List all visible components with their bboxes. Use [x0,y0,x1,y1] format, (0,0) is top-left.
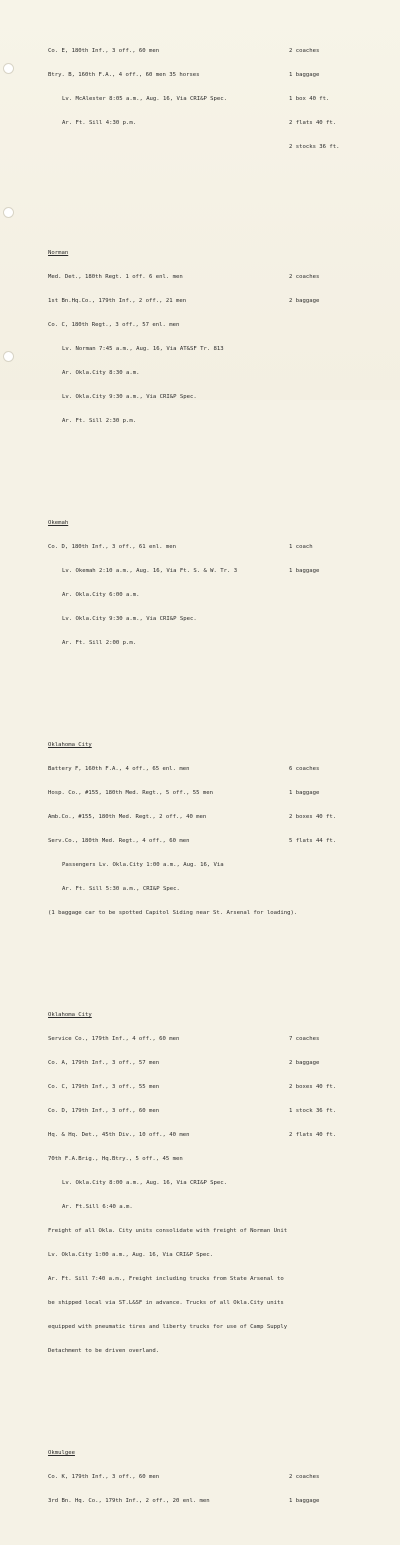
section-norman [0,233,400,441]
entry-line: 70th F.A.Brig., Hq.Btry., 5 off., 45 men [48,1156,183,1162]
entry-line: Co. D, 180th Inf., 3 off., 61 enl. men 1 coach [48,544,313,550]
entry-line: Lv. Okemah 2:10 a.m., Aug. 16, Via Ft. S. & W. Tr. 3 1 baggage [62,568,320,574]
entry-line: Service Co., 179th Inf., 4 off., 60 men 7 coaches [48,1036,320,1042]
entry-line: Battery F, 160th F.A., 4 off., 65 enl. men 6 coaches [48,766,320,772]
entry-line: Serv.Co., 180th Med. Regt., 4 off., 60 men 5 flats 44 ft. [48,838,337,844]
entry-line: Ar. Ft. Sill 2:00 p.m. [62,640,137,646]
entry-line: Ar. Ft. Sill 4:30 p.m. 2 flats 40 ft. [62,120,337,126]
entry-line: Co. D, 179th Inf., 3 off., 60 men 1 stock 36 ft. [48,1108,337,1114]
entry-line: Ar. Okla.City 6:00 a.m. [62,592,140,598]
entry-line: Detachment to be driven overland. [48,1348,160,1354]
section-okmulgee [0,1433,400,1521]
section-header: Okmulgee [48,1450,75,1456]
entry-line: Med. Det., 180th Regt. 1 off. 6 enl. men 2 coaches [48,274,320,280]
entry-line: Ar. Ft. Sill 2:30 p.m. [62,418,137,424]
entry-line: Hosp. Co., #155, 180th Med. Regt., 5 off., 55 men 1 baggage [48,790,320,796]
entry-line: Co. K, 179th Inf., 3 off., 60 men 2 coaches [48,1474,320,1480]
section-header: Oklahoma City [48,1012,92,1018]
entry-line: Lv. Okla.City 9:30 a.m., Via CRI&P Spec. [62,394,197,400]
entry-line: Lv. Okla.City 1:00 a.m., Aug. 16, Via CRI&P Spec. [48,1252,214,1258]
section-continued [0,31,400,167]
entry-line: Btry. B, 160th F.A., 4 off., 60 men 35 horses 1 baggage [48,72,320,78]
section-header: Norman [48,250,69,256]
entry-line: Lv. Okla.City 8:00 a.m., Aug. 16, Via CRI&P Spec. [62,1180,228,1186]
entry-line: equipped with pneumatic tires and liberty trucks for use of Camp Supply [48,1324,288,1330]
section-header: Okemah [48,520,69,526]
entry-line: Ar. Ft. Sill 7:40 a.m., Freight including trucks from State Arsenal to [48,1276,284,1282]
entry-line: Co. C, 179th Inf., 3 off., 55 men 2 boxes 40 ft. [48,1084,337,1090]
entry-line: Co. A, 179th Inf., 3 off., 57 men 2 baggage [48,1060,320,1066]
entry-line: Passengers Lv. Okla.City 1:00 a.m., Aug. 16, Via [62,862,224,868]
entry-line: Lv. McAlester 8:05 a.m., Aug. 16, Via CRI&P Spec. 1 box 40 ft. [62,96,330,102]
section-oklahoma-city-1 [0,725,400,933]
entry-line: Amb.Co., #155, 180th Med. Regt., 2 off., 40 men 2 boxes 40 ft. [48,814,337,820]
entry-line: Ar. Ft.Sill 6:40 a.m. [62,1204,133,1210]
entry-line: Lv. Norman 7:45 a.m., Aug. 16, Via AT&SF Tr. 813 [62,346,224,352]
entry-line: 1st Bn.Hq.Co., 179th Inf., 2 off., 21 men 2 baggage [48,298,320,304]
entry-line: (1 baggage car to be spotted Capitol Siding near St. Arsenal for loading). [48,910,298,916]
section-header: Oklahoma City [48,742,92,748]
section-okemah [0,503,400,663]
entry-line: 2 stocks 36 ft. [289,144,340,150]
entry-line: Co. E, 180th Inf., 3 off., 60 men 2 coaches [48,48,320,54]
entry-line: Ar. Ft. Sill 5:30 a.m., CRI&P Spec. [62,886,180,892]
entry-line: Ar. Okla.City 8:30 a.m. [62,370,140,376]
entry-line: Lv. Okla.City 9:30 a.m., Via CRI&P Spec. [62,616,197,622]
entry-line: Co. C, 180th Regt., 3 off., 57 enl. men [48,322,180,328]
entry-line: 3rd Bn. Hq. Co., 179th Inf., 2 off., 20 enl. men 1 baggage [48,1498,320,1504]
entry-line: Freight of all Okla. City units consolidate with freight of Norman Unit [48,1228,288,1234]
section-oklahoma-city-2 [0,995,400,1371]
entry-line: Hq. & Hq. Det., 45th Div., 10 off., 40 men 2 flats 40 ft. [48,1132,337,1138]
entry-line: be shipped local via ST.L&SF in advance. Trucks of all Okla.City units [48,1300,284,1306]
